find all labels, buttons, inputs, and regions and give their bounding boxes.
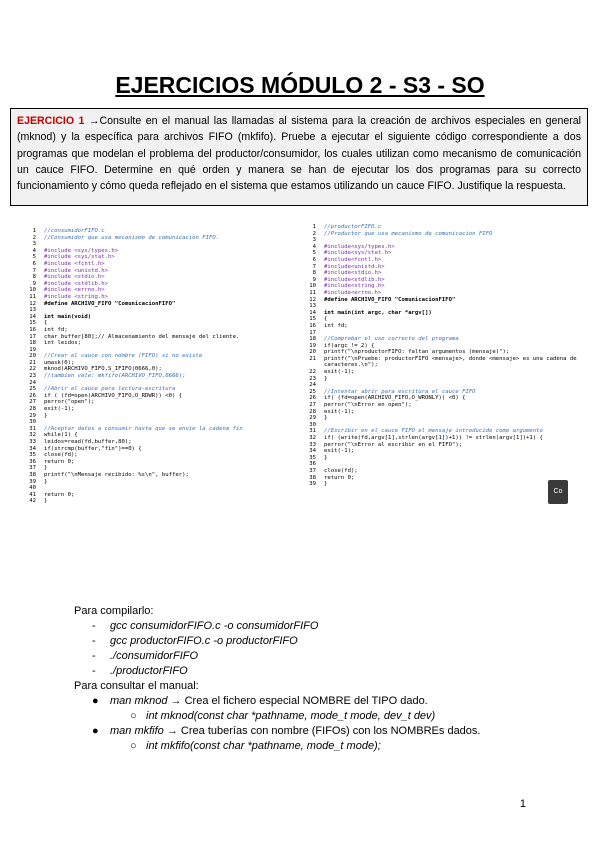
code-line [22, 366, 243, 373]
code-text: } [44, 465, 48, 472]
manual-item-mkfifo: ● man mkfifo → Crea tuberías con nombre (FIFOs) con los NOMBREs dados. [92, 725, 481, 737]
code-text: #include<sys/types.h> [324, 243, 395, 250]
code-text: int main(void) [44, 313, 92, 320]
line-number: 39 [309, 481, 316, 488]
code-line [22, 254, 243, 261]
code-line [302, 442, 577, 449]
line-number: 35 [309, 454, 316, 461]
code-line [22, 459, 243, 466]
code-line [302, 382, 577, 389]
code-line [22, 228, 243, 235]
code-line [22, 472, 243, 479]
line-number: 27 [309, 402, 316, 409]
code-line [22, 485, 243, 492]
code-text: //Productor que usa mecanismo de comunicacion FIFO [324, 230, 493, 237]
line-number: 30 [309, 421, 316, 428]
line-number: 4 [32, 247, 36, 254]
code-text: #define ARCHIVO_FIFO "ComunicacionFIFO" [44, 300, 176, 307]
consumer-code-listing [22, 228, 243, 505]
code-line [302, 224, 577, 231]
exercise-text: Consulte en el manual las llamadas al sistema para la creación de archivos especiales en general (mknod) y la específica para archivos FIFO (mkfifo). Pruebe a ejecutar el siguiente código correspondiente a dos programas que modelan el problema del productor/consumidor, los cuales utilizan como mecanismo de comunicación un cauce FIFO. Determine en qué orden y manera se han de ejecutar los dos programas para su correcto funcionamiento y cómo queda reflejado en el sistema que estamos utilizando un cauce FIFO. Justifique la respuesta. [17, 115, 581, 193]
line-number: 9 [32, 280, 36, 287]
code-text: #include <errno.h> [44, 287, 105, 294]
code-line [302, 422, 577, 429]
code-line [302, 362, 577, 369]
code-line [302, 461, 577, 468]
code-text: //Crear el cauce con nombre (FIFO) si no existe [44, 353, 203, 360]
compile-list [92, 619, 318, 679]
line-number: 29 [29, 412, 36, 419]
line-number: 17 [29, 333, 36, 340]
code-text: int fd; [44, 326, 68, 333]
code-text: perror("\nError al escribir en el FIFO"); [324, 441, 463, 448]
code-line [302, 435, 577, 442]
line-number: 26 [29, 392, 36, 399]
code-line [22, 261, 243, 268]
line-number: 37 [29, 465, 36, 472]
code-text: { [324, 316, 328, 323]
code-text: { [44, 320, 48, 327]
code-line [302, 475, 577, 482]
code-line [302, 468, 577, 475]
code-line [302, 455, 577, 462]
line-number: 27 [29, 399, 36, 406]
line-number: 34 [29, 445, 36, 452]
line-number: 1 [32, 228, 36, 234]
page-title: EJERCICIOS MÓDULO 2 - S3 - SO [115, 72, 485, 98]
code-text: #include<stdlib.h> [324, 276, 385, 283]
code-text: exit(-1); [324, 448, 355, 455]
line-number: 38 [309, 474, 316, 481]
code-line [302, 231, 577, 238]
code-line [302, 448, 577, 455]
code-text: return 0; [324, 474, 355, 481]
exercise-box [10, 108, 588, 206]
code-text: char buffer[80];// Almacenamiento del mensaje del cliente. [44, 333, 240, 340]
line-number: 19 [29, 346, 36, 353]
compile-item: - gcc productorFIFO.c -o productorFIFO [92, 635, 298, 647]
code-text: //Abrir el cauce para lectura-escritura [44, 386, 176, 393]
code-text: } [44, 412, 48, 419]
code-line [302, 389, 577, 396]
code-line [22, 413, 243, 420]
line-number: 21 [29, 359, 36, 366]
code-line [22, 465, 243, 472]
code-line [22, 301, 243, 308]
code-line [302, 376, 577, 383]
code-text: } [324, 481, 328, 488]
code-text: #include <unistd.h> [44, 267, 108, 274]
code-line [22, 314, 243, 321]
code-text: int leidos; [44, 340, 82, 347]
code-line [22, 281, 243, 288]
code-line [22, 287, 243, 294]
code-text: close(fd); [44, 452, 78, 459]
line-number: 1 [312, 224, 316, 230]
line-number: 41 [29, 491, 36, 498]
code-line [302, 323, 577, 330]
code-line [22, 241, 243, 248]
code-text: //Comprobar el uso correcto del programa [324, 336, 459, 343]
line-number: 39 [29, 478, 36, 485]
line-number: 3 [32, 241, 36, 248]
code-text: leidos=read(fd,buffer,80); [44, 439, 132, 445]
code-line [302, 316, 577, 323]
line-number: 8 [312, 270, 316, 277]
exercise-arrow: → [84, 115, 100, 127]
line-number: 16 [29, 326, 36, 333]
code-line [22, 274, 243, 281]
line-number: 31 [309, 428, 316, 435]
code-line [22, 419, 243, 426]
code-line [302, 481, 577, 488]
line-number: 7 [312, 263, 316, 270]
code-text: if( (fd=open(ARCHIVO_FIFO,O_WRONLY)) <0) { [324, 395, 466, 402]
line-number: 11 [309, 289, 316, 296]
line-number: 15 [309, 316, 316, 323]
code-line [22, 432, 243, 439]
code-text: #include<sys/stat.h> [324, 250, 392, 257]
line-number: 7 [32, 267, 36, 274]
code-text: printf("\nPruebe: productorFIFO <mensaje>, donde <mensaje> es una cadena de [324, 355, 577, 362]
line-number: 18 [29, 340, 36, 347]
code-line [22, 327, 243, 334]
code-text: #define ARCHIVO_FIFO "ComunicacionFIFO" [324, 296, 456, 303]
code-line [22, 492, 243, 499]
code-line [302, 290, 577, 297]
line-number: 10 [309, 283, 316, 290]
line-number: 14 [29, 313, 36, 320]
code-line [22, 235, 243, 242]
line-number: 28 [29, 406, 36, 413]
code-line [22, 380, 243, 387]
line-number: 21 [309, 355, 316, 362]
line-number: 20 [29, 353, 36, 360]
code-line [302, 277, 577, 284]
code-text: } [324, 375, 328, 382]
code-text: //Intentar abrir para escritura el cauce FIFO [324, 388, 476, 395]
line-number: 9 [312, 276, 316, 283]
code-text: mknod(ARCHIVO_FIFO,S_IFIFO|0666,0); [44, 366, 162, 373]
line-number: 34 [309, 448, 316, 455]
line-number: 11 [29, 293, 36, 300]
code-text: if ( (fd=open(ARCHIVO_FIFO,O_RDWR)) <0) { [44, 392, 183, 399]
page-number: 1 [519, 798, 526, 810]
code-line [302, 237, 577, 244]
code-line [22, 334, 243, 341]
code-line [302, 343, 577, 350]
code-text: #include<errno.h> [324, 289, 382, 296]
line-number: 16 [309, 322, 316, 329]
code-text: perror("open"); [44, 399, 95, 406]
code-text: if(strcmp(buffer,"fin")==0) { [44, 445, 142, 452]
line-number: 22 [309, 369, 316, 376]
line-number: 19 [309, 342, 316, 349]
code-text: //productorFIFO.c [324, 224, 382, 230]
line-number: 8 [32, 274, 36, 281]
code-text: #include <stdlib.h> [44, 280, 108, 287]
code-text: #include <sys/types.h> [44, 247, 119, 254]
code-text: printf("\nMensaje recibido: %s\n", buffer); [44, 471, 189, 478]
code-line [302, 402, 577, 409]
code-text: while(1) { [44, 432, 78, 439]
code-text: perror("\nError en open"); [324, 402, 412, 409]
code-line [302, 330, 577, 337]
code-line [22, 393, 243, 400]
code-line [302, 310, 577, 317]
code-line [22, 446, 243, 453]
code-text: printf("\nproductorFIFO: faltan argumentos (mensaje)"); [324, 349, 510, 356]
line-number: 36 [309, 461, 316, 468]
code-line [302, 270, 577, 277]
overlay-tooltip: Co [548, 480, 568, 504]
code-line [22, 399, 243, 406]
code-line [302, 264, 577, 271]
code-line [302, 349, 577, 356]
line-number: 3 [312, 237, 316, 244]
line-number: 23 [29, 373, 36, 380]
line-number: 30 [29, 419, 36, 426]
code-text: exit(-1); [324, 408, 355, 415]
line-number: 37 [309, 467, 316, 474]
manual-list [92, 694, 480, 754]
code-line [22, 248, 243, 255]
code-text: close(fd); [324, 467, 358, 474]
compile-item: - ./consumidorFIFO [92, 650, 199, 662]
code-line [22, 268, 243, 275]
line-number: 38 [29, 471, 36, 478]
code-line [302, 369, 577, 376]
line-number: 28 [309, 408, 316, 415]
code-line [22, 439, 243, 446]
line-number: 24 [29, 379, 36, 386]
code-line [22, 307, 243, 314]
line-number: 32 [309, 435, 316, 441]
compile-item: - ./productorFIFO [92, 665, 188, 677]
code-text: //Aceptar datos a consumir hasta que se envie la cadena fin [44, 425, 243, 432]
code-line [22, 479, 243, 486]
code-text: #include <fcntl.h> [44, 260, 105, 267]
code-line [22, 353, 243, 360]
code-text: return 0; [44, 458, 75, 465]
code-text: } [44, 498, 48, 505]
code-line [302, 283, 577, 290]
code-text: exit(-1); [324, 369, 355, 376]
code-text: } [44, 478, 48, 485]
code-line [302, 395, 577, 402]
line-number: 35 [29, 452, 36, 459]
line-number: 5 [32, 254, 36, 261]
code-line [22, 360, 243, 367]
code-line [302, 297, 577, 304]
code-line [22, 498, 243, 505]
code-line [302, 409, 577, 416]
code-line [302, 244, 577, 251]
line-number: 33 [29, 439, 36, 445]
line-number: 25 [309, 388, 316, 395]
code-text: #include <sys/stat.h> [44, 254, 115, 261]
line-number: 2 [312, 230, 316, 237]
code-line [302, 356, 577, 363]
line-number: 14 [309, 309, 316, 316]
line-number: 32 [29, 432, 36, 439]
code-line [302, 250, 577, 257]
code-line [22, 347, 243, 354]
code-line [22, 373, 243, 380]
line-number: 33 [309, 441, 316, 448]
line-number: 15 [29, 320, 36, 327]
code-line [22, 406, 243, 413]
code-text: //Consumidor que usa mecanismo de comunicacion FIFO. [44, 234, 220, 241]
code-line [302, 415, 577, 422]
line-number: 25 [29, 386, 36, 393]
code-line [22, 426, 243, 433]
line-number: 13 [29, 307, 36, 314]
line-number: 18 [309, 336, 316, 343]
line-number: 12 [29, 300, 36, 307]
code-text: #include <string.h> [44, 293, 108, 300]
line-number: 31 [29, 425, 36, 432]
code-text: if( (write(fd,argv[1],strlen(argv[1])+1)) != strlen(argv[1])+1) { [324, 435, 543, 441]
line-number: 4 [312, 243, 316, 250]
line-number: 42 [29, 498, 36, 505]
code-line [22, 320, 243, 327]
line-number: 12 [309, 296, 316, 303]
line-number: 2 [32, 234, 36, 241]
line-number: 5 [312, 250, 316, 257]
code-text: //consumidorFIFO.c [44, 228, 105, 234]
manual-subitem-mkfifo: ○ int mkfifo(const char *pathname, mode_t mode); [130, 740, 381, 752]
line-number: 20 [309, 349, 316, 356]
code-text: caracteres.\n"); [324, 362, 378, 369]
line-number: 40 [29, 485, 36, 492]
code-text: } [324, 415, 328, 422]
code-line [302, 303, 577, 310]
compile-item: - gcc consumidorFIFO.c -o consumidorFIFO [92, 620, 319, 632]
line-number: 26 [309, 395, 316, 402]
compile-heading: Para compilarlo: [74, 605, 154, 617]
line-number: 6 [312, 256, 316, 263]
code-line [302, 336, 577, 343]
code-text: exit(-1); [44, 406, 75, 413]
code-text: #include <stdio.h> [44, 274, 105, 281]
line-number: 10 [29, 287, 36, 294]
code-text: #include<stdio.h> [324, 270, 382, 277]
code-text: #include<string.h> [324, 283, 385, 290]
code-line [22, 294, 243, 301]
code-line [302, 428, 577, 435]
code-line [22, 340, 243, 347]
line-number: 36 [29, 458, 36, 465]
producer-code-listing [302, 224, 577, 488]
exercise-label: EJERCICIO 1 [17, 115, 85, 127]
manual-heading: Para consultar el manual: [74, 680, 199, 692]
code-line [302, 257, 577, 264]
line-number: 17 [309, 329, 316, 336]
code-text: #include<unistd.h> [324, 263, 385, 270]
line-number: 22 [29, 366, 36, 373]
code-text: #include<fcntl.h> [324, 256, 382, 263]
code-text: return 0; [44, 491, 75, 498]
code-text: int fd; [324, 322, 348, 329]
code-text: } [324, 454, 328, 461]
line-number: 13 [309, 303, 316, 310]
line-number: 29 [309, 415, 316, 422]
manual-subitem-mknod: ○ int mknod(const char *pathname, mode_t mode, dev_t dev) [130, 710, 436, 722]
line-number: 23 [309, 375, 316, 382]
code-text: //Escribir en el cauce FIFO el mensaje introducido como argumento [324, 428, 543, 435]
line-number: 6 [32, 260, 36, 267]
code-text: //tambien vale: mkfifo(ARCHIVO_FIFO,0666); [44, 373, 186, 380]
code-text: umask(0); [44, 359, 75, 366]
code-text: if(argc != 2) { [324, 342, 375, 349]
manual-item-mknod: ● man mknod → Crea el fichero especial NOMBRE del TIPO dado. [92, 695, 428, 707]
code-line [22, 386, 243, 393]
line-number: 24 [309, 382, 316, 389]
code-text: int main(int argc, char *argv[]) [324, 309, 432, 316]
code-line [22, 452, 243, 459]
